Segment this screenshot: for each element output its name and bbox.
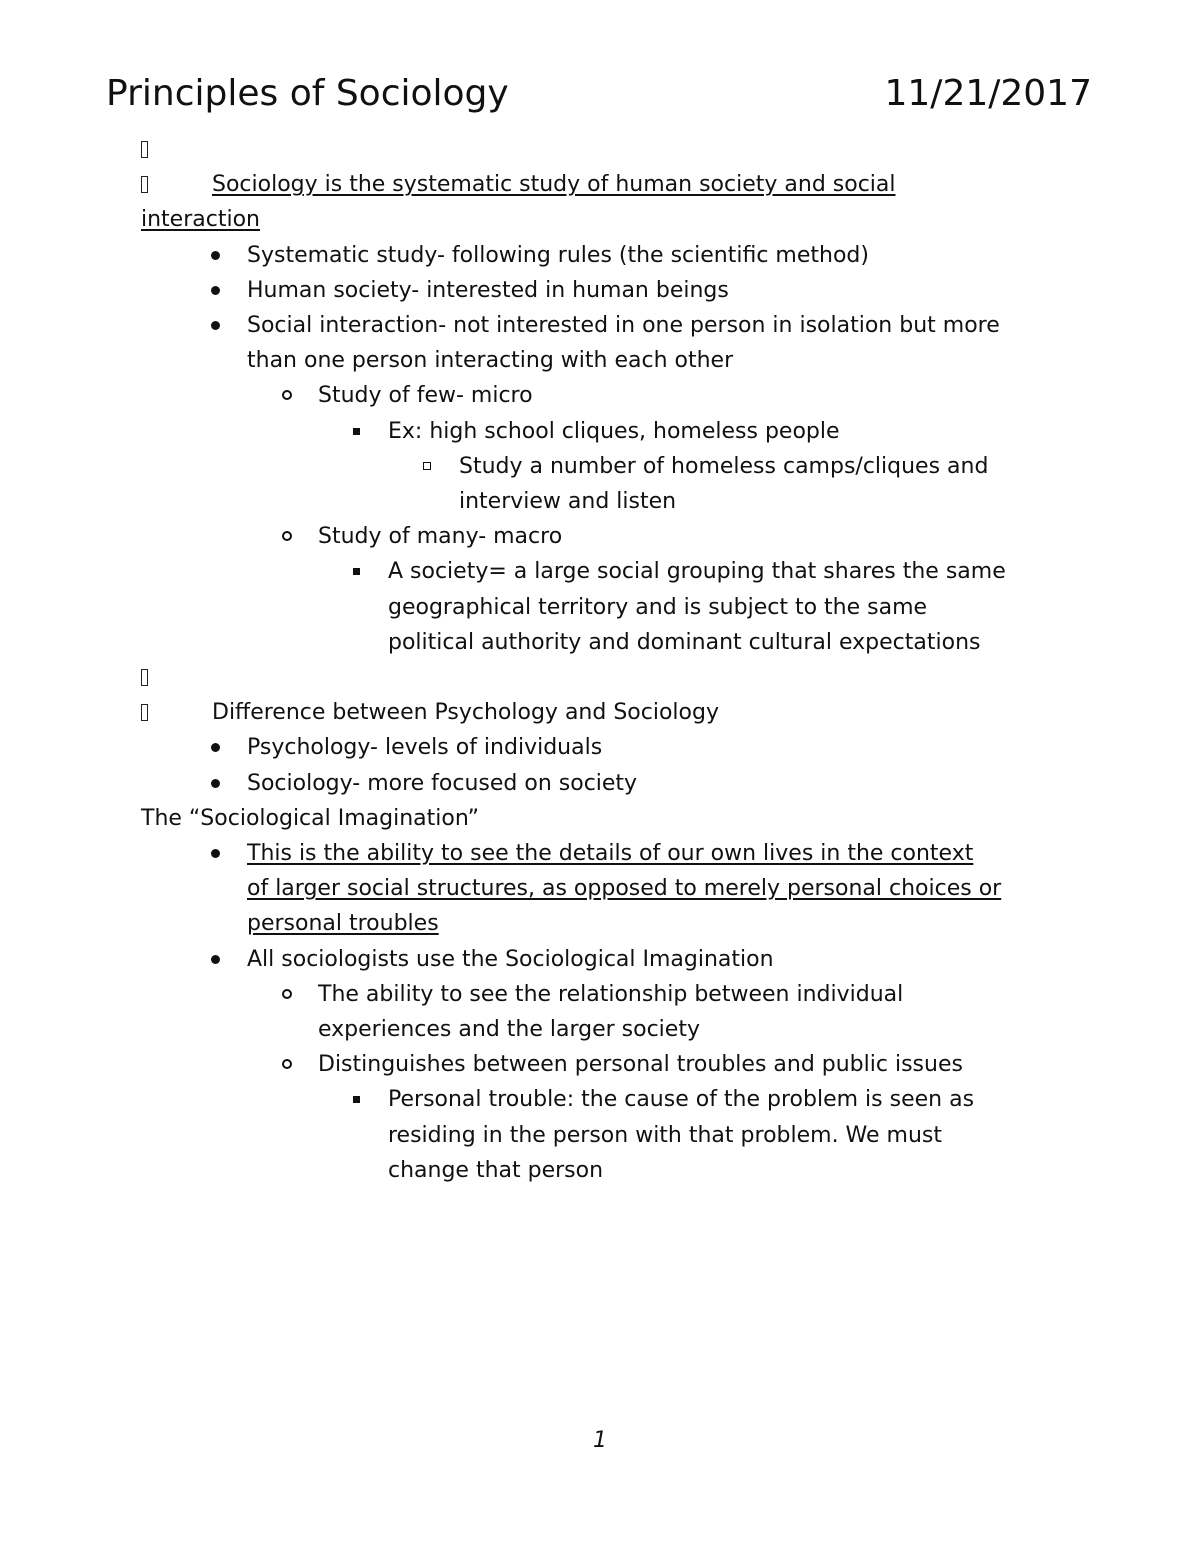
- list-item: [141, 554, 1071, 589]
- bullet-icon: [211, 779, 220, 788]
- difference-heading-text: Difference between Psychology and Sociology: [212, 700, 719, 726]
- square-bullet-icon: [353, 568, 360, 575]
- list-item-text: Distinguishes between personal troubles and public issues: [318, 1052, 963, 1078]
- bullet-icon: [211, 955, 220, 964]
- list-item: [141, 414, 1071, 449]
- list-item-continued: [141, 906, 1071, 941]
- page-number: 1: [593, 1428, 607, 1453]
- imagination-heading: [141, 801, 1071, 836]
- list-item-text: Ex: high school cliques, homeless people: [388, 418, 840, 444]
- list-item-text: Social interaction- not interested in one person in isolation but more: [247, 313, 1000, 339]
- page-title: Principles of Sociology: [106, 73, 509, 114]
- list-item: [141, 977, 1071, 1012]
- empty-section-marker: [141, 132, 1071, 167]
- bullet-icon: [211, 251, 220, 260]
- hollow-square-bullet-icon: [423, 462, 431, 470]
- list-item-continued: [141, 1118, 1071, 1153]
- list-item-continued: [141, 590, 1071, 625]
- list-item-text: experiences and the larger society: [318, 1017, 700, 1043]
- definition-heading-continued: [141, 202, 1071, 237]
- list-item: [141, 942, 1071, 977]
- circle-bullet-icon: [282, 531, 292, 541]
- list-item-continued: [141, 1153, 1071, 1188]
- list-item-text: Sociology- more focused on society: [247, 770, 638, 796]
- list-item-text: Study of few- micro: [318, 383, 533, 409]
- list-item-text: Systematic study- following rules (the scientific method): [247, 242, 869, 268]
- missing-glyph-icon: [141, 141, 148, 158]
- definition-heading-text: Sociology is the systematic study of human society and social: [212, 172, 896, 198]
- list-item-continued: [141, 484, 1071, 519]
- list-item-text: Personal trouble: the cause of the problem is seen as: [388, 1087, 975, 1113]
- circle-bullet-icon: [282, 390, 292, 400]
- list-item: [141, 836, 1071, 871]
- list-item: [141, 1047, 1071, 1082]
- list-item: [141, 238, 1071, 273]
- list-item: [141, 730, 1071, 765]
- notes-body: [141, 132, 1071, 1188]
- list-item-text: The ability to see the relationship between individual: [318, 981, 904, 1007]
- definition-heading: [141, 167, 1071, 202]
- list-item-text: Study a number of homeless camps/cliques and: [459, 453, 989, 479]
- list-item-text: This is the ability to see the details of our own lives in the context: [247, 841, 974, 867]
- list-item-text: political authority and dominant cultural expectations: [388, 629, 981, 655]
- list-item-text: residing in the person with that problem. We must: [388, 1122, 943, 1148]
- circle-bullet-icon: [282, 1059, 292, 1069]
- list-item-continued: [141, 343, 1071, 378]
- list-item: [141, 308, 1071, 343]
- missing-glyph-icon: [141, 669, 148, 686]
- bullet-icon: [211, 286, 220, 295]
- bullet-icon: [211, 743, 220, 752]
- list-item-text: geographical territory and is subject to the same: [388, 594, 928, 620]
- list-item: [141, 519, 1071, 554]
- list-item-continued: [141, 871, 1071, 906]
- square-bullet-icon: [353, 1096, 360, 1103]
- list-item-text: Human society- interested in human beings: [247, 277, 729, 303]
- list-item-text: than one person interacting with each other: [247, 348, 734, 374]
- bullet-icon: [211, 321, 220, 330]
- list-item-continued: [141, 1012, 1071, 1047]
- list-item-text: A society= a large social grouping that shares the same: [388, 559, 1006, 585]
- list-item-text: of larger social structures, as opposed to merely personal choices or: [247, 876, 1002, 902]
- list-item: [141, 766, 1071, 801]
- list-item: [141, 449, 1071, 484]
- list-item-text: Study of many- macro: [318, 524, 563, 550]
- list-item-text: Psychology- levels of individuals: [247, 735, 603, 761]
- list-item-text: interview and listen: [459, 489, 677, 515]
- difference-heading: [141, 695, 1071, 730]
- list-item-text: personal troubles: [247, 911, 439, 937]
- list-item-text: All sociologists use the Sociological Imagination: [247, 946, 774, 972]
- list-item: [141, 378, 1071, 413]
- list-item: [141, 1082, 1071, 1117]
- imagination-heading-text: The “Sociological Imagination”: [141, 805, 479, 831]
- list-item-continued: [141, 625, 1071, 660]
- missing-glyph-icon: [141, 704, 148, 721]
- bullet-icon: [211, 849, 220, 858]
- list-item-text: change that person: [388, 1157, 604, 1183]
- empty-section-marker: [141, 660, 1071, 695]
- missing-glyph-icon: [141, 176, 148, 193]
- definition-heading-text-2: interaction: [141, 207, 260, 233]
- square-bullet-icon: [353, 428, 360, 435]
- list-item: [141, 273, 1071, 308]
- circle-bullet-icon: [282, 989, 292, 999]
- page-date: 11/21/2017: [884, 73, 1092, 114]
